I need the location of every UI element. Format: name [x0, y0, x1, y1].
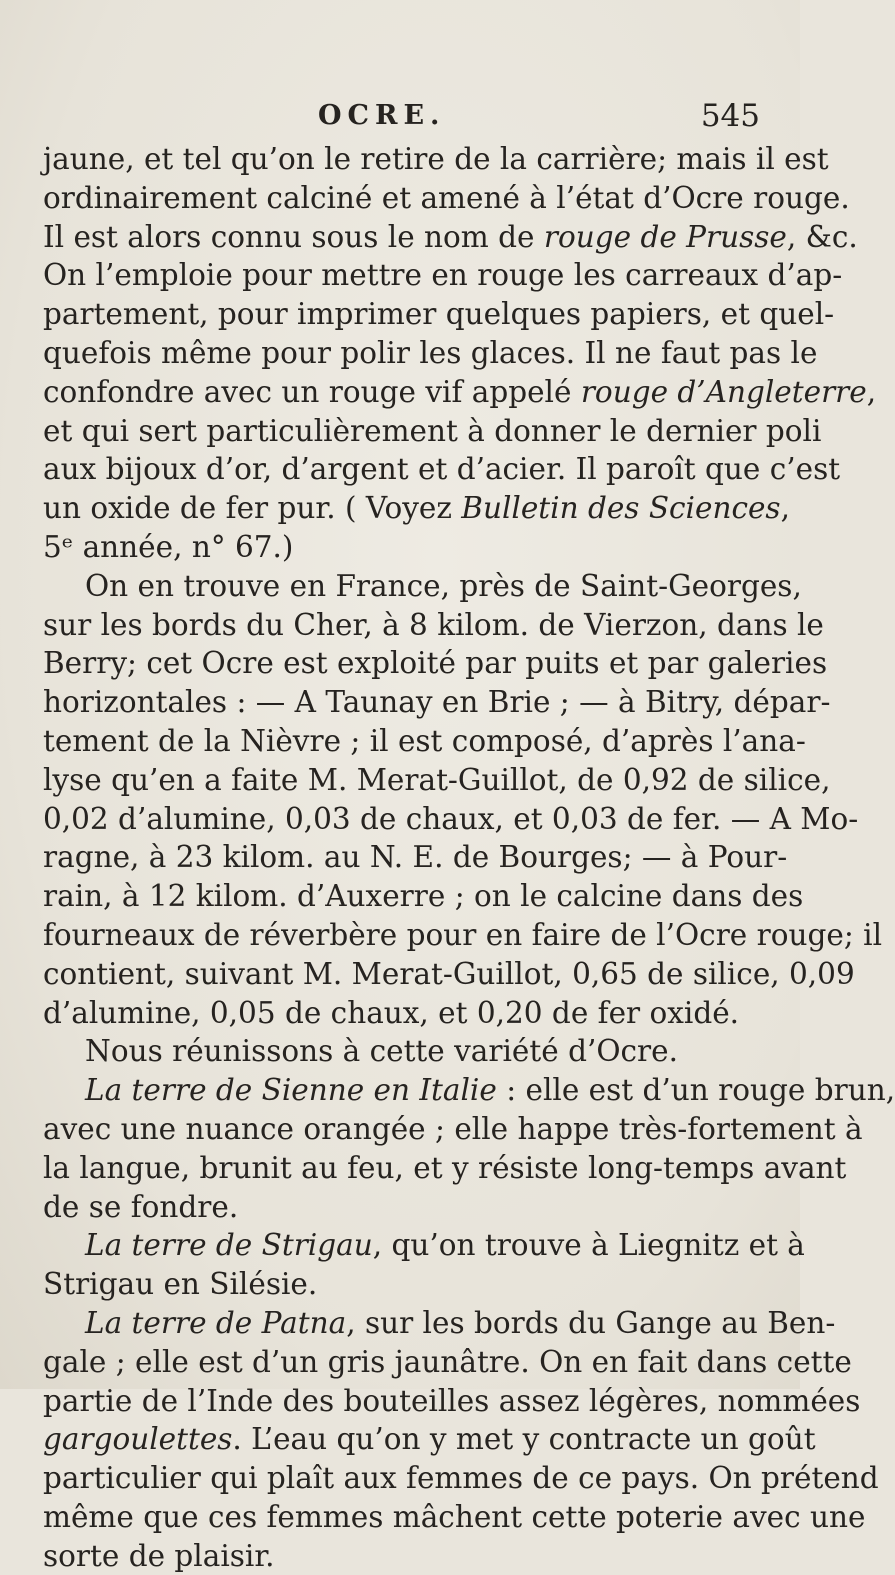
text-line: 5ᵉ année, n° 67.) — [43, 529, 294, 564]
text-segment: confondre avec un rouge vif appelé — [43, 374, 581, 409]
text-line: quefois même pour polir les glaces. Il ne faut pas le — [43, 335, 818, 370]
text-line: contient, suivant M. Merat-Guillot, 0,65 de silice, 0,09 — [43, 956, 855, 991]
text-line: partie de l’Inde des bouteilles assez légères, nommées — [43, 1383, 861, 1418]
italic-text: rouge d’Angleterre — [580, 374, 867, 409]
text-line: tement de la Nièvre ; il est composé, d’après l’ana- — [43, 723, 806, 758]
text-line: rain, à 12 kilom. d’Auxerre ; on le calcine dans des — [43, 879, 804, 914]
text-line: de se fondre. — [43, 1189, 239, 1224]
italic-text: La terre de Patna — [85, 1305, 347, 1340]
page-number: 545 — [700, 98, 760, 134]
text-line: Strigau en Silésie. — [43, 1267, 318, 1302]
text-line: même que ces femmes mâchent cette poterie avec une — [43, 1499, 866, 1534]
text-segment: , &c. — [786, 219, 858, 254]
text-line: Berry; cet Ocre est exploité par puits et par galeries — [43, 646, 828, 681]
text-segment: , qu’on trouve à Liegnitz et à — [372, 1228, 805, 1263]
text-segment: , — [866, 374, 877, 409]
italic-text: La terre de Strigau — [85, 1228, 373, 1263]
text-line: aux bijoux d’or, d’argent et d’acier. Il paroît que c’est — [43, 452, 841, 487]
text-line: lyse qu’en a faite M. Merat-Guillot, de 0,92 de silice, — [43, 762, 831, 797]
text-segment: , — [780, 491, 790, 526]
text-line — [43, 489, 790, 528]
text-line — [43, 1226, 805, 1265]
text-line: 0,02 d’alumine, 0,03 de chaux, et 0,03 de fer. — A Mo- — [43, 801, 859, 836]
page-header — [300, 100, 760, 144]
text-line — [43, 1304, 836, 1343]
body-text — [43, 140, 895, 1575]
italic-text: Bulletin des Sciences — [461, 491, 781, 526]
text-line: la langue, brunit au feu, et y résiste long-temps avant — [43, 1150, 847, 1185]
text-line — [43, 373, 877, 412]
text-segment: un oxide de fer pur. ( Voyez — [43, 491, 462, 526]
italic-text: gargoulettes — [43, 1422, 233, 1457]
italic-text: La terre de Sienne en Italie — [85, 1073, 497, 1108]
text-segment: : elle est d’un rouge brun, — [496, 1073, 895, 1108]
text-line: avec une nuance orangée ; elle happe très-fortement à — [43, 1111, 863, 1146]
text-line: d’alumine, 0,05 de chaux, et 0,20 de fer oxidé. — [43, 995, 740, 1030]
italic-text: rouge de Prusse — [543, 219, 787, 254]
text-segment: Il est alors connu sous le nom de — [43, 219, 544, 254]
text-line: horizontales : — A Taunay en Brie ; — à Bitry, dépar- — [43, 685, 831, 720]
text-line: ordinairement calciné et amené à l’état d’Ocre rouge. — [43, 180, 850, 215]
text-line: particulier qui plaît aux femmes de ce pays. On prétend — [43, 1461, 879, 1496]
text-line: ragne, à 23 kilom. au N. E. de Bourges; — à Pour- — [43, 840, 788, 875]
text-line: On l’emploie pour mettre en rouge les carreaux d’ap- — [43, 258, 843, 293]
text-line: partement, pour imprimer quelques papiers, et quel- — [43, 297, 835, 332]
text-segment: , sur les bords du Gange au Ben- — [346, 1305, 836, 1340]
text-line: et qui sert particulièrement à donner le dernier poli — [43, 413, 822, 448]
text-line: jaune, et tel qu’on le retire de la carrière; mais il est — [43, 142, 829, 176]
text-line — [43, 218, 858, 257]
text-line: sorte de plaisir. — [43, 1538, 275, 1573]
text-line: sur les bords du Cher, à 8 kilom. de Vierzon, dans le — [43, 607, 824, 642]
text-line — [43, 1071, 895, 1110]
text-line: Nous réunissons à cette variété d’Ocre. — [85, 1034, 678, 1069]
text-line: gale ; elle est d’un gris jaunâtre. On en fait dans cette — [43, 1344, 852, 1379]
running-title: OCRE. — [318, 100, 446, 131]
text-line: fourneaux de réverbère pour en faire de l’Ocre rouge; il — [43, 917, 883, 952]
text-line: On en trouve en France, près de Saint-Georges, — [85, 568, 802, 603]
text-line — [43, 1420, 816, 1459]
text-segment: . L’eau qu’on y met y contracte un goût — [232, 1422, 816, 1457]
